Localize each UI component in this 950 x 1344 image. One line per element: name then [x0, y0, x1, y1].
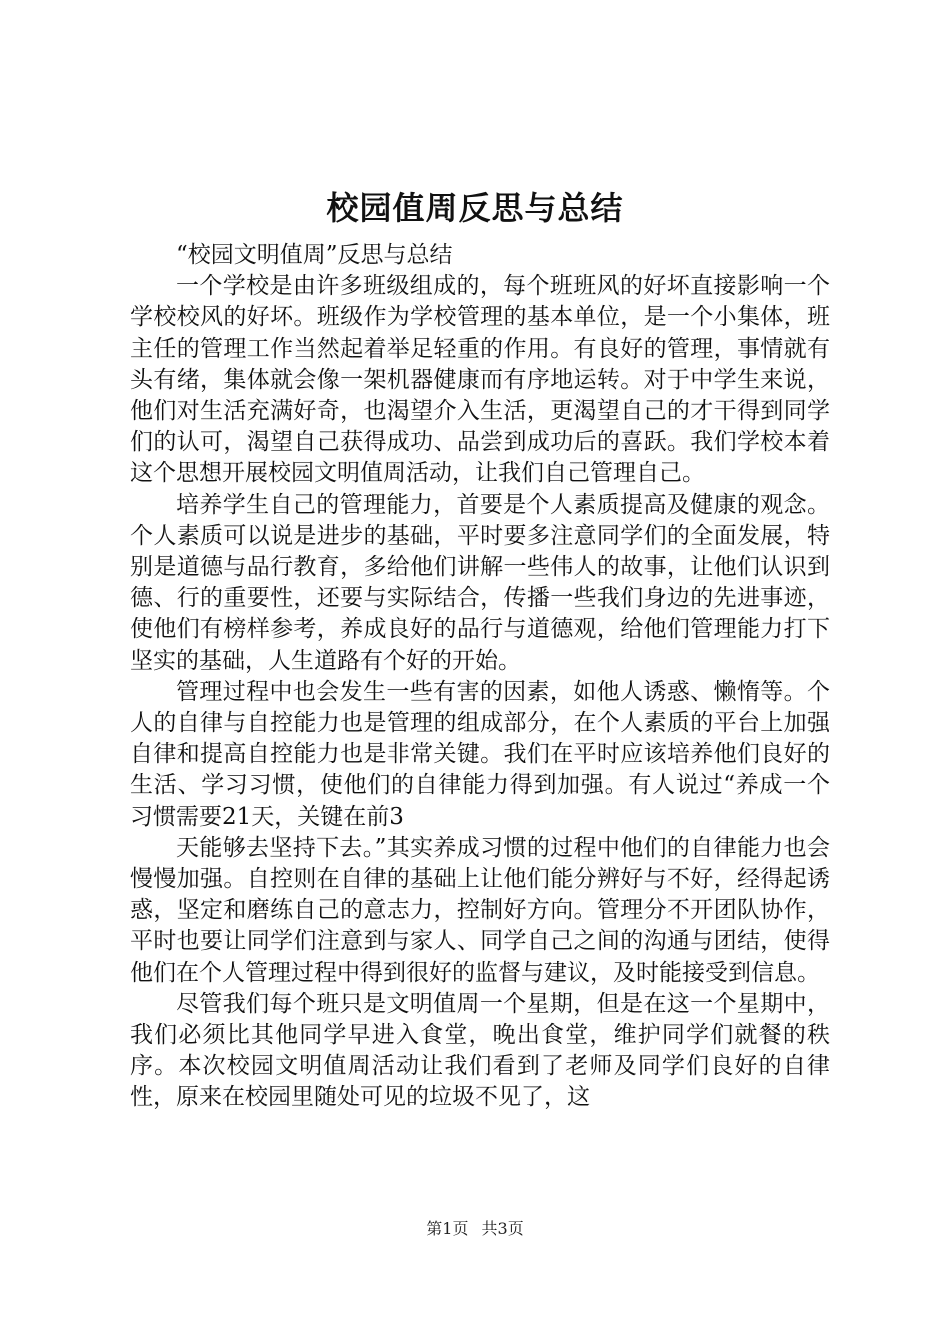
page-number: 第1页 [426, 1219, 469, 1238]
paragraph: 管理过程中也会发生一些有害的因素，如他人诱惑、懒惰等。个人的自律与自控能力也是管理的组成部分，在个人素质的平台上加强自律和提高自控能力也是非常关键。我们在平时应该培养他们良好的生活、学习习惯，使他们的自律能力得到加强。有人说过“养成一个习惯需要21天，关键在前3 [130, 678, 830, 830]
page-total: 共3页 [481, 1219, 524, 1238]
document-title: 校园值周反思与总结 [326, 189, 624, 227]
page-footer [0, 1218, 950, 1240]
paragraph: 尽管我们每个班只是文明值周一个星期，但是在这一个星期中，我们必须比其他同学早进入食堂，晚出食堂，维护同学们就餐的秩序。本次校园文明值周活动让我们看到了老师及同学们良好的自律性，原来在校园里随处可见的垃圾不见了，这 [130, 990, 830, 1111]
paragraph: 天能够去坚持下去。”其实养成习惯的过程中他们的自律能力也会慢慢加强。自控则在自律的基础上让他们能分辨好与不好，经得起诱惑，坚定和磨练自己的意志力，控制好方向。管理分不开团队协作，平时也要让同学们注意到与家人、同学自己之间的沟通与团结，使得他们在个人管理过程中得到很好的监督与建议，及时能接受到信息。 [130, 834, 830, 986]
document-body [130, 240, 830, 1114]
paragraph-subtitle: “校园文明值周”反思与总结 [176, 242, 453, 268]
paragraph: 培养学生自己的管理能力，首要是个人素质提高及健康的观念。个人素质可以说是进步的基础，平时要多注意同学们的全面发展，特别是道德与品行教育，多给他们讲解一些伟人的故事，让他们认识到德、行的重要性，还要与实际结合，传播一些我们身边的先进事迹，使他们有榜样参考，养成良好的品行与道德观，给他们管理能力打下坚实的基础，人生道路有个好的开始。 [130, 491, 830, 674]
paragraph: 一个学校是由许多班级组成的，每个班班风的好坏直接影响一个学校校风的好坏。班级作为学校管理的基本单位，是一个小集体，班主任的管理工作当然起着举足轻重的作用。有良好的管理，事情就有头有绪，集体就会像一架机器健康而有序地运转。对于中学生来说，他们对生活充满好奇，也渴望介入生活，更渴望自己的才干得到同学们的认可，渴望自己获得成功、品尝到成功后的喜跃。我们学校本着这个思想开展校园文明值周活动，让我们自己管理自己。 [130, 273, 830, 487]
